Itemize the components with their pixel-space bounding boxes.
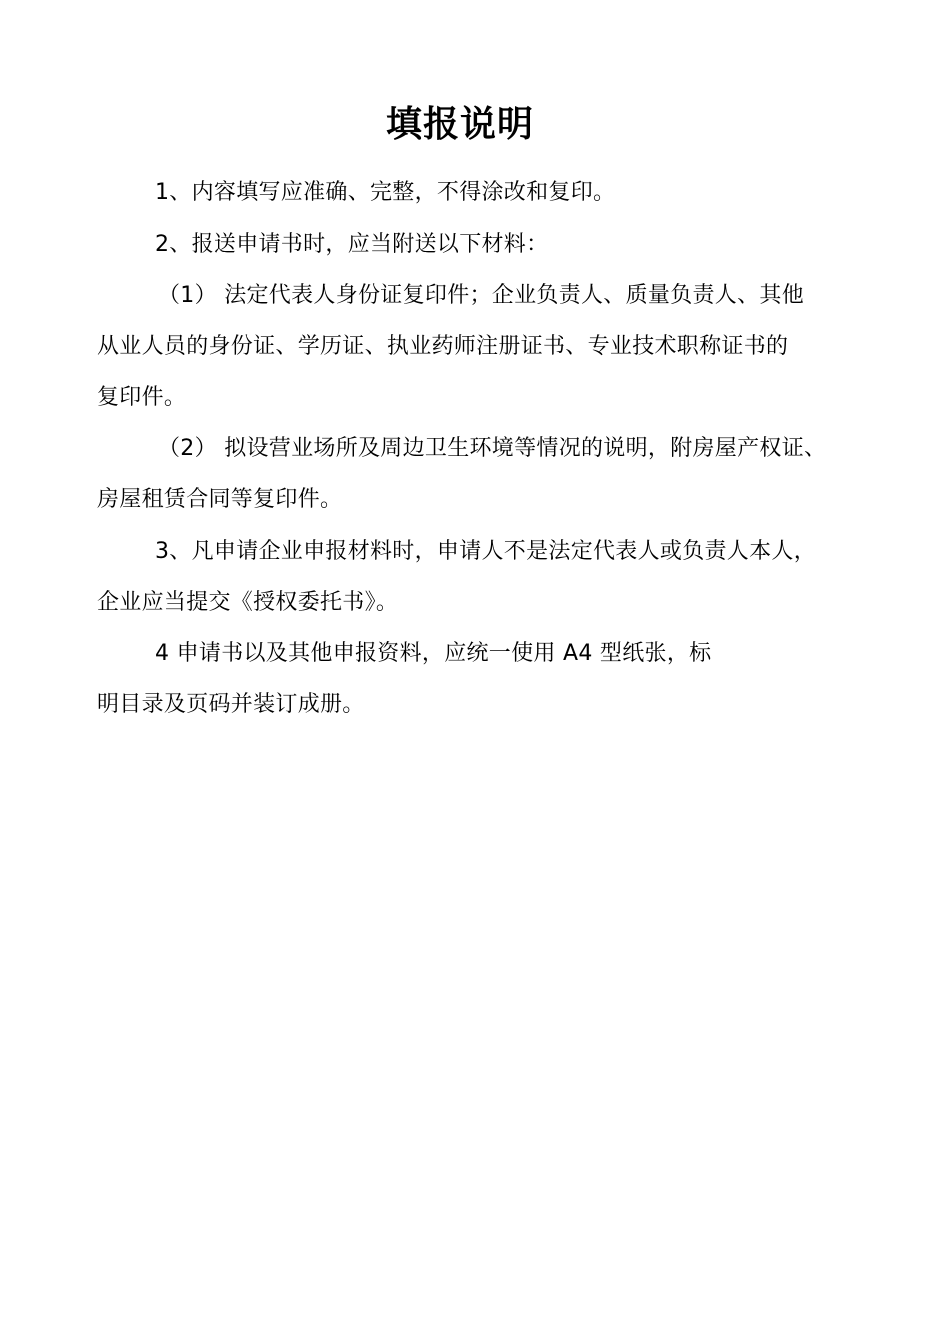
instruction-line-7: 房屋租赁合同等复印件。	[97, 487, 343, 512]
instruction-line-1: 1、内容填写应准确、完整，不得涂改和复印。	[155, 180, 616, 205]
instruction-line-2: 2、报送申请书时，应当附送以下材料：	[155, 232, 549, 257]
document-title: 填报说明	[385, 104, 534, 145]
instruction-line-8: 3、凡申请企业申报材料时，申请人不是法定代表人或负责人本人，	[155, 539, 816, 564]
instruction-line-10: 4 申请书以及其他申报资料，应统一使用 A4 型纸张，标	[155, 641, 712, 666]
instruction-line-6: （2） 拟设营业场所及周边卫生环境等情况的说明，附房屋产权证、	[158, 436, 827, 461]
instruction-line-11: 明目录及页码并装订成册。	[97, 692, 365, 717]
instruction-line-4: 从业人员的身份证、学历证、执业药师注册证书、专业技术职称证书的	[97, 334, 789, 359]
instruction-line-5: 复印件。	[97, 385, 187, 410]
instruction-line-9: 企业应当提交《授权委托书》。	[97, 590, 399, 615]
instruction-line-3: （1） 法定代表人身份证复印件；企业负责人、质量负责人、其他	[158, 283, 804, 308]
